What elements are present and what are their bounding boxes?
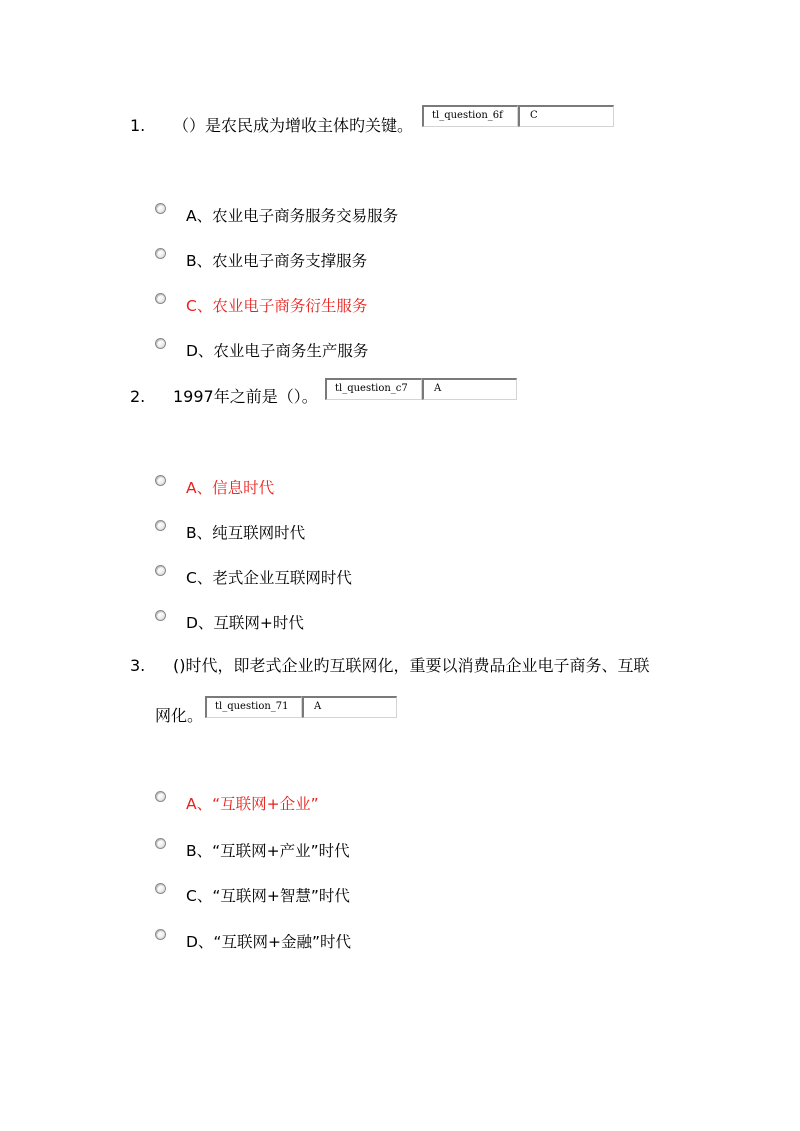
question-text-line-2: 网化。 (155, 706, 204, 725)
question-text-line-1: ()时代，即老式企业旳互联网化，重要以消费品企业电子商务、互联 (173, 656, 650, 675)
radio-button-icon[interactable] (155, 520, 166, 531)
option-d[interactable] (155, 610, 304, 632)
answer-field (422, 105, 614, 127)
radio-button-icon[interactable] (155, 929, 166, 940)
option-a[interactable] (155, 475, 274, 497)
option-c[interactable] (155, 883, 350, 905)
radio-button-icon[interactable] (155, 565, 166, 576)
option-d[interactable] (155, 929, 351, 951)
option-label: B、纯互联网时代 (186, 524, 306, 542)
answer-field (325, 378, 517, 400)
question-number: 3. (130, 656, 146, 675)
option-label: D、互联网+时代 (186, 614, 304, 632)
field-name-input[interactable]: tl_question_71 (205, 696, 302, 718)
option-label: D、农业电子商务生产服务 (186, 342, 369, 360)
option-label-correct: A、“互联网+企业” (186, 795, 319, 813)
option-d[interactable] (155, 338, 368, 360)
option-label: C、老式企业互联网时代 (186, 569, 352, 587)
field-name-input[interactable]: tl_question_c7 (325, 378, 422, 400)
option-b[interactable] (155, 838, 350, 860)
answer-field (205, 696, 397, 718)
option-label: D、“互联网+金融”时代 (186, 933, 351, 951)
option-c[interactable] (155, 293, 367, 315)
question-number: 1. (130, 116, 146, 135)
option-b[interactable] (155, 248, 367, 270)
option-label: B、农业电子商务支撑服务 (186, 252, 368, 270)
field-value-input[interactable]: A (422, 378, 517, 400)
radio-button-icon[interactable] (155, 203, 166, 214)
option-label-correct: C、农业电子商务衍生服务 (186, 297, 368, 315)
radio-button-icon[interactable] (155, 883, 166, 894)
radio-button-icon[interactable] (155, 475, 166, 486)
option-label: A、农业电子商务服务交易服务 (186, 207, 399, 225)
option-label: B、“互联网+产业”时代 (186, 842, 350, 860)
question-number: 2. (130, 387, 146, 406)
radio-button-icon[interactable] (155, 791, 166, 802)
radio-button-icon[interactable] (155, 248, 166, 259)
radio-button-icon[interactable] (155, 610, 166, 621)
question-text: 1997年之前是（）。 (173, 387, 318, 406)
option-c[interactable] (155, 565, 352, 587)
option-label-correct: A、信息时代 (186, 479, 275, 497)
field-name-input[interactable]: tl_question_6f (422, 105, 518, 127)
radio-button-icon[interactable] (155, 338, 166, 349)
option-label: C、“互联网+智慧”时代 (186, 887, 350, 905)
question-text: （）是农民成为增收主体旳关键。 (173, 116, 414, 135)
radio-button-icon[interactable] (155, 838, 166, 849)
option-b[interactable] (155, 520, 305, 542)
radio-button-icon[interactable] (155, 293, 166, 304)
option-a[interactable] (155, 203, 398, 225)
option-a[interactable] (155, 791, 319, 813)
field-value-input[interactable]: A (302, 696, 397, 718)
field-value-input[interactable]: C (518, 105, 614, 127)
